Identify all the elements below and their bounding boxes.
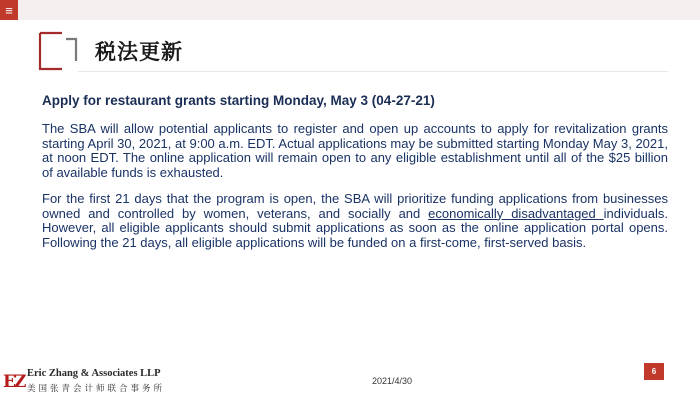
headline: Apply for restaurant grants starting Monday, May 3 (04-27-21) [42,93,435,108]
slide-date: 2021/4/30 [372,376,413,386]
hamburger-menu-icon[interactable] [0,0,18,20]
menu-glyph: ≡ [5,2,13,18]
paragraph-2 [42,192,668,250]
paragraph-1: The SBA will allow potential applicants to register and open up accounts to apply for revitalization grants starting April 30, 2021, at 9:00 a.m. EDT. Actual applications may be submitted starting Monday May 3, 2021, at noon EDT. The online application will remain open to any eligible establishment until all of the $25 billion of available funds is exhausted. [42,121,668,180]
underlined-phrase: economically disadvantaged [428,205,604,221]
bracket-logo-icon [38,31,78,71]
page-number-badge: 6 [644,363,664,380]
firm-name-chinese: 美国张青会计师联合事务所 [27,384,166,394]
top-toolbar [0,0,700,20]
presentation-slide [0,20,700,401]
ez-logo-icon: EZ [3,372,25,392]
firm-name: Eric Zhang & Associates LLP [27,368,161,379]
slide-content [42,93,668,262]
title-divider [78,71,668,72]
paragraph-2-after: individuals. However, all eligible applicants should submit applications as soon as the online application portal opens. Following the 21 days, all eligible applications will be funded on a first-come, first-served basis. [42,205,668,250]
firm-logo [3,367,193,397]
page-title: 税法更新 [95,40,183,64]
paragraph-2-before: For the first 21 days that the program is open, the SBA will prioritize funding applications from businesses owned and controlled by women, veterans, and socially and [42,191,668,221]
